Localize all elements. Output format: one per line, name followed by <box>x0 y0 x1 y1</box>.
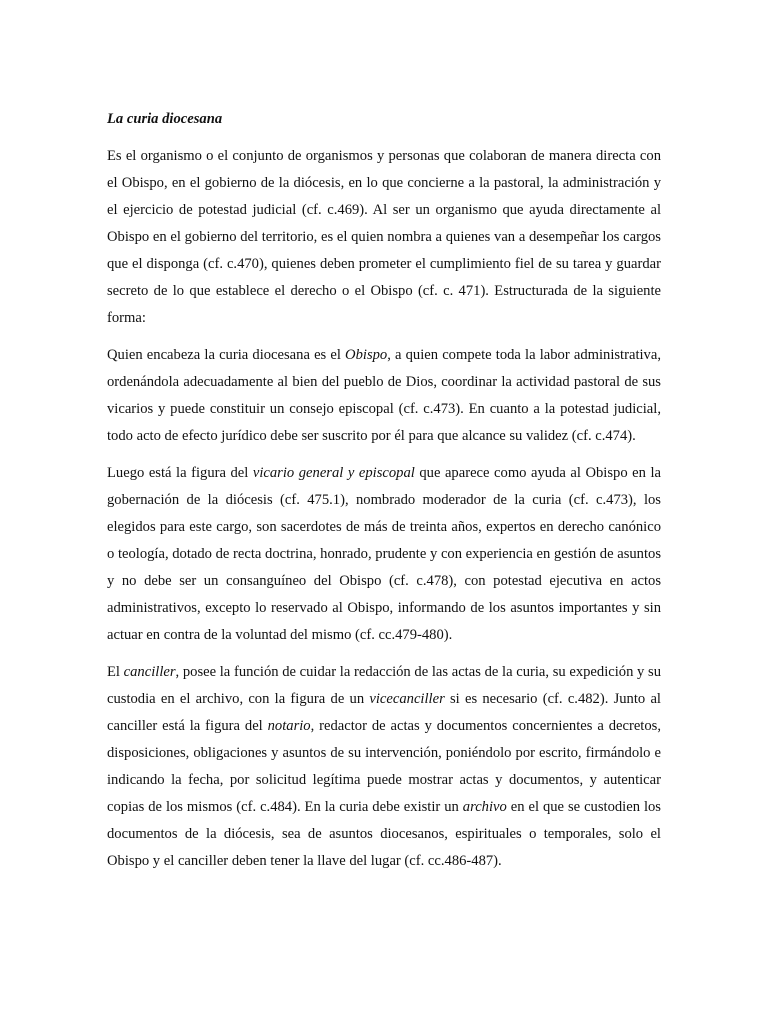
paragraph-text: Es el organismo o el conjunto de organismos y personas que colaboran de manera directa con el Obispo, en el gobierno de la diócesis, en lo que concierne a la pastoral, la administración y el ejercicio de potestad judicial (cf. c.469). Al ser un organismo que ayuda directamente al Obispo en el gobierno del territorio, es el quien nombra a quienes van a desempeñar los cargos que el disponga (cf. c.470), quienes deben prometer el cumplimiento fiel de su tarea y guardar secreto de lo que establece el derecho o el Obispo (cf. c. 471). Estructurada de la siguiente forma: <box>107 148 661 326</box>
paragraph-text: , posee la función de cuidar la redacción de las actas de la curia, su expedición y su custodia en el archivo, con la figura de un <box>107 664 662 707</box>
paragraph-text: Luego está la figura del <box>107 465 253 481</box>
paragraph-vicario <box>107 460 661 649</box>
paragraph-text: en el que se custodien los documentos de la diócesis, sea de asuntos diocesanos, espirituales o temporales, solo el Obispo y el canciller deben tener la llave del lugar (cf. cc.486-487). <box>107 799 661 869</box>
paragraph-text: , a quien compete toda la labor administrativa, ordenándola adecuadamente al bien del pueblo de Dios, coordinar la actividad pastoral de sus vicarios y puede constituir un consejo episcopal (cf. c.473). En cuanto a la potestad judicial, todo acto de efecto jurídico debe ser suscrito por él para que alcance su validez (cf. c.474). <box>107 347 661 444</box>
emphasis-obispo: Obispo <box>345 347 388 363</box>
paragraph-intro <box>107 143 661 332</box>
document-title: La curia diocesana <box>107 111 223 127</box>
paragraph-text: , redactor de actas y documentos concernientes a decretos, disposiciones, obligaciones y asuntos de su intervención, poniéndolo por escrito, firmándolo e indicando la fecha, por solicitud legítima puede mostrar actas y documentos, y autenticar copias de los mismos (cf. c.484). En la curia debe existir un <box>107 718 661 815</box>
paragraph-obispo <box>107 342 661 450</box>
emphasis-vicecanciller: vicecanciller <box>369 691 445 707</box>
emphasis-vicario: vicario general y episcopal <box>252 465 415 481</box>
paragraph-canciller <box>107 659 661 875</box>
emphasis-archivo: archivo <box>462 799 507 815</box>
emphasis-canciller: canciller <box>123 664 176 680</box>
paragraph-text: que aparece como ayuda al Obispo en la gobernación de la diócesis (cf. 475.1), nombrado moderador de la curia (cf. c.473), los elegidos para este cargo, son sacerdotes de más de treinta años, expertos en derecho canónico o teología, dotado de recta doctrina, honrado, prudente y con experiencia en gestión de asuntos y no debe ser un consanguíneo del Obispo (cf. c.478), con potestad ejecutiva en actos administrativos, excepto lo reservado al Obispo, informando de los asuntos importantes y sin actuar en contra de la voluntad del mismo (cf. cc.479-480). <box>107 465 661 643</box>
paragraph-text: El <box>107 664 124 680</box>
document-page <box>107 106 661 885</box>
emphasis-notario: notario <box>267 718 311 734</box>
paragraph-text: Quien encabeza la curia diocesana es el <box>107 347 346 363</box>
paragraph-text: si es necesario (cf. c.482). Junto al canciller está la figura del <box>107 691 661 734</box>
